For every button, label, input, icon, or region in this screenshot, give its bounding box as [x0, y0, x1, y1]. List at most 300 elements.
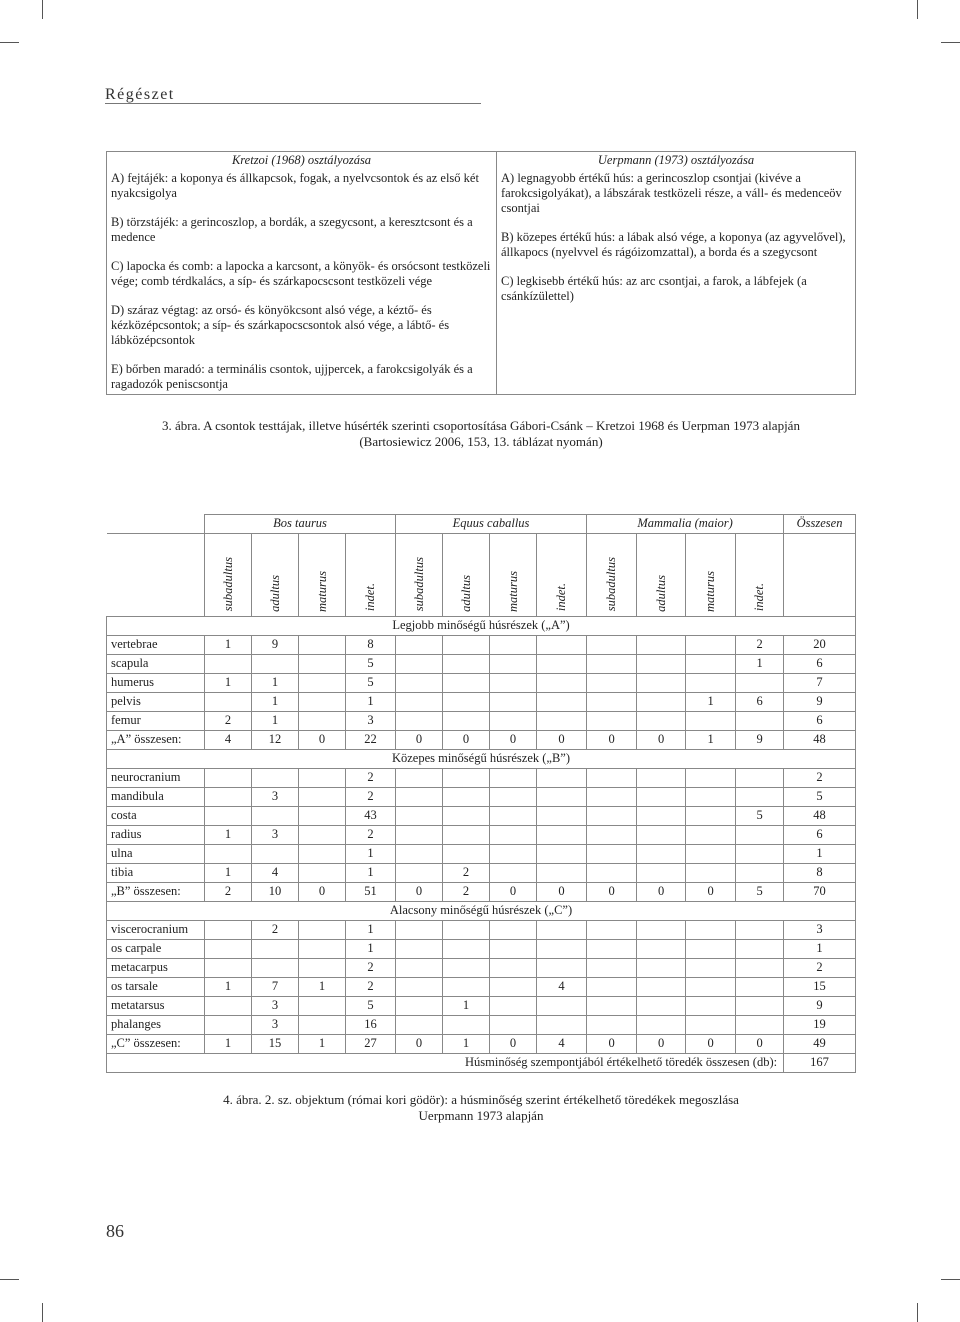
crop-mark: [941, 1279, 960, 1280]
count-cell: [537, 654, 587, 673]
count-cell: 5: [736, 806, 784, 825]
table-row: [107, 1015, 856, 1034]
count-cell: [490, 711, 537, 730]
count-cell: 3: [784, 920, 856, 939]
count-cell: 22: [346, 730, 396, 749]
element-name: pelvis: [107, 692, 205, 711]
element-name: ulna: [107, 844, 205, 863]
count-cell: [686, 768, 736, 787]
count-cell: 0: [587, 730, 637, 749]
count-cell: [490, 787, 537, 806]
count-cell: [396, 977, 443, 996]
age-header: [686, 533, 736, 616]
count-cell: [587, 863, 637, 882]
count-cell: 4: [252, 863, 299, 882]
count-cell: [299, 711, 346, 730]
count-cell: [637, 768, 686, 787]
count-cell: [443, 806, 490, 825]
count-cell: 9: [784, 692, 856, 711]
count-cell: 6: [784, 654, 856, 673]
count-cell: 15: [784, 977, 856, 996]
count-cell: [736, 844, 784, 863]
count-cell: 2: [252, 920, 299, 939]
count-cell: [637, 673, 686, 692]
count-cell: [736, 1015, 784, 1034]
count-cell: [443, 787, 490, 806]
blank-cell: [784, 533, 856, 616]
table-row: [107, 825, 856, 844]
age-label: indet.: [752, 583, 767, 612]
count-cell: 2: [205, 711, 252, 730]
count-cell: [587, 806, 637, 825]
count-cell: [686, 673, 736, 692]
count-cell: [637, 996, 686, 1015]
count-cell: 5: [784, 787, 856, 806]
age-header: [252, 533, 299, 616]
count-cell: 1: [784, 844, 856, 863]
age-header: [736, 533, 784, 616]
count-cell: 5: [346, 654, 396, 673]
count-cell: 1: [205, 825, 252, 844]
element-name: phalanges: [107, 1015, 205, 1034]
count-cell: 1: [205, 635, 252, 654]
element-name: metatarsus: [107, 996, 205, 1015]
count-cell: [205, 768, 252, 787]
count-cell: [637, 806, 686, 825]
count-cell: [637, 977, 686, 996]
count-cell: [587, 825, 637, 844]
count-cell: 1: [346, 692, 396, 711]
count-cell: 2: [346, 787, 396, 806]
table-row: [107, 939, 856, 958]
count-cell: 1: [205, 977, 252, 996]
count-cell: 0: [490, 730, 537, 749]
count-cell: [686, 996, 736, 1015]
count-cell: 15: [252, 1034, 299, 1053]
count-cell: [490, 635, 537, 654]
class-item: A) fejtájék: a koponya és állkapcsok, fogak, a nyelvcsontok és az első két nyakcsigolya: [111, 171, 479, 200]
element-name: os tarsale: [107, 977, 205, 996]
count-cell: 1: [252, 692, 299, 711]
count-cell: [205, 958, 252, 977]
count-cell: 1: [299, 977, 346, 996]
count-cell: 0: [299, 882, 346, 901]
count-cell: [686, 806, 736, 825]
count-cell: 1: [784, 939, 856, 958]
count-cell: [537, 958, 587, 977]
count-cell: [537, 711, 587, 730]
count-cell: [736, 958, 784, 977]
count-cell: 20: [784, 635, 856, 654]
count-cell: [736, 673, 784, 692]
figure-3-caption: [106, 418, 856, 450]
count-cell: [443, 939, 490, 958]
count-cell: 9: [252, 635, 299, 654]
count-cell: [587, 635, 637, 654]
count-cell: 51: [346, 882, 396, 901]
total-row: [107, 882, 856, 901]
count-cell: [299, 920, 346, 939]
element-name: „A” összesen:: [107, 730, 205, 749]
element-name: radius: [107, 825, 205, 844]
section-header-row: [107, 616, 856, 635]
count-cell: 7: [784, 673, 856, 692]
age-label: indet.: [554, 583, 569, 612]
count-cell: [490, 863, 537, 882]
count-cell: [396, 939, 443, 958]
count-cell: [443, 635, 490, 654]
count-cell: [736, 863, 784, 882]
count-cell: [686, 863, 736, 882]
total-row: [107, 730, 856, 749]
count-cell: [637, 711, 686, 730]
count-cell: [205, 920, 252, 939]
count-cell: [396, 863, 443, 882]
count-cell: [686, 635, 736, 654]
count-cell: 43: [346, 806, 396, 825]
count-cell: [205, 939, 252, 958]
count-cell: [490, 825, 537, 844]
count-cell: 2: [784, 768, 856, 787]
count-cell: [299, 692, 346, 711]
age-header: [346, 533, 396, 616]
count-cell: [637, 1015, 686, 1034]
age-header: [205, 533, 252, 616]
count-cell: [299, 844, 346, 863]
count-cell: [396, 825, 443, 844]
element-name: vertebrae: [107, 635, 205, 654]
count-cell: [443, 768, 490, 787]
count-cell: 1: [205, 863, 252, 882]
count-cell: [252, 654, 299, 673]
count-cell: [587, 654, 637, 673]
count-cell: [299, 654, 346, 673]
age-header: [637, 533, 686, 616]
count-cell: 1: [686, 692, 736, 711]
count-cell: 0: [396, 730, 443, 749]
count-cell: 2: [346, 825, 396, 844]
age-header: [587, 533, 637, 616]
element-name: os carpale: [107, 939, 205, 958]
count-cell: 3: [252, 1015, 299, 1034]
grand-total-label: Húsminőség szempontjából értékelhető töredék összesen (db):: [107, 1053, 784, 1072]
count-cell: 0: [686, 882, 736, 901]
count-cell: [490, 844, 537, 863]
count-cell: [537, 844, 587, 863]
section-header-row: [107, 901, 856, 920]
age-header: [396, 533, 443, 616]
count-cell: 27: [346, 1034, 396, 1053]
count-cell: [736, 977, 784, 996]
class-item: B) közepes értékű hús: a lábak alsó vége, a koponya (az agyvelővel), állkapocs (nyelvvel és rágóizomzattal), a borda és a szegycsont: [501, 230, 846, 259]
count-cell: [637, 635, 686, 654]
count-cell: 1: [736, 654, 784, 673]
page-number: 86: [106, 1221, 124, 1241]
table-row: [107, 673, 856, 692]
count-cell: 1: [346, 920, 396, 939]
count-cell: [587, 673, 637, 692]
section-title: Közepes minőségű húsrészek („B”): [107, 749, 856, 768]
count-cell: [736, 996, 784, 1015]
count-cell: 16: [346, 1015, 396, 1034]
count-cell: [443, 958, 490, 977]
count-cell: [299, 768, 346, 787]
count-cell: [686, 939, 736, 958]
count-cell: 5: [346, 996, 396, 1015]
count-cell: 8: [346, 635, 396, 654]
count-cell: [537, 863, 587, 882]
count-cell: [205, 844, 252, 863]
count-cell: [736, 768, 784, 787]
table-row: [107, 863, 856, 882]
count-cell: 4: [205, 730, 252, 749]
count-cell: [490, 654, 537, 673]
age-label: subadultus: [220, 557, 235, 612]
count-cell: [537, 692, 587, 711]
table-row: [107, 635, 856, 654]
age-label: adultus: [458, 574, 473, 612]
count-cell: 9: [736, 730, 784, 749]
count-cell: [490, 1015, 537, 1034]
count-cell: [686, 958, 736, 977]
species-header-row: [107, 515, 856, 534]
count-cell: [686, 787, 736, 806]
age-label: adultus: [267, 574, 282, 612]
count-cell: [396, 654, 443, 673]
age-label: maturus: [314, 570, 329, 612]
crop-mark: [42, 1303, 43, 1322]
count-cell: [537, 673, 587, 692]
age-label: subadultus: [411, 557, 426, 612]
count-cell: [587, 958, 637, 977]
age-label: subadultus: [604, 557, 619, 612]
count-cell: 1: [346, 863, 396, 882]
count-cell: 1: [443, 996, 490, 1015]
count-cell: 0: [299, 730, 346, 749]
count-cell: [299, 996, 346, 1015]
table-row: [107, 692, 856, 711]
table-row: [107, 844, 856, 863]
running-header: Régészet: [105, 86, 481, 104]
count-cell: [443, 654, 490, 673]
count-cell: [637, 958, 686, 977]
count-cell: [686, 920, 736, 939]
caption-line: (Bartosiewicz 2006, 153, 13. táblázat nyomán): [359, 434, 603, 449]
count-cell: 49: [784, 1034, 856, 1053]
table-row: [107, 996, 856, 1015]
count-cell: [252, 939, 299, 958]
meat-quality-table: [106, 514, 856, 1073]
count-cell: [396, 673, 443, 692]
count-cell: [736, 920, 784, 939]
count-cell: [686, 825, 736, 844]
count-cell: [637, 863, 686, 882]
table-row: [107, 958, 856, 977]
count-cell: 0: [490, 1034, 537, 1053]
blank-cell: [107, 515, 205, 534]
count-cell: [299, 939, 346, 958]
count-cell: [637, 920, 686, 939]
count-cell: [299, 825, 346, 844]
count-cell: [396, 692, 443, 711]
count-cell: [587, 768, 637, 787]
count-cell: [396, 844, 443, 863]
age-header: [537, 533, 587, 616]
count-cell: [490, 692, 537, 711]
table-row: [107, 768, 856, 787]
element-name: viscerocranium: [107, 920, 205, 939]
count-cell: [490, 768, 537, 787]
count-cell: 3: [252, 996, 299, 1015]
count-cell: [396, 1015, 443, 1034]
count-cell: [587, 996, 637, 1015]
count-cell: 3: [346, 711, 396, 730]
count-cell: [396, 958, 443, 977]
count-cell: [205, 654, 252, 673]
count-cell: [396, 920, 443, 939]
count-cell: [537, 825, 587, 844]
table-row: [107, 654, 856, 673]
crop-mark: [917, 0, 918, 19]
count-cell: [537, 920, 587, 939]
species-header: Equus caballus: [396, 515, 587, 534]
count-cell: 1: [299, 1034, 346, 1053]
count-cell: 1: [346, 939, 396, 958]
figure-4-caption: [106, 1092, 856, 1124]
count-cell: [252, 806, 299, 825]
class-item: C) legkisebb értékű hús: az arc csontjai, a farok, a lábfejek (a csánkízülettel): [501, 274, 807, 303]
count-cell: 0: [396, 1034, 443, 1053]
count-cell: [537, 768, 587, 787]
count-cell: [443, 825, 490, 844]
count-cell: 0: [537, 882, 587, 901]
count-cell: 6: [784, 711, 856, 730]
count-cell: [396, 806, 443, 825]
count-cell: [205, 1015, 252, 1034]
count-cell: [205, 806, 252, 825]
uerpmann-classes: [497, 169, 856, 395]
count-cell: [205, 996, 252, 1015]
count-cell: [637, 787, 686, 806]
count-cell: [587, 844, 637, 863]
table-row: [107, 920, 856, 939]
count-cell: 0: [637, 1034, 686, 1053]
count-cell: [299, 1015, 346, 1034]
count-cell: [205, 787, 252, 806]
count-cell: [299, 863, 346, 882]
element-name: „C” összesen:: [107, 1034, 205, 1053]
count-cell: [252, 768, 299, 787]
element-name: neurocranium: [107, 768, 205, 787]
element-name: metacarpus: [107, 958, 205, 977]
count-cell: 2: [346, 958, 396, 977]
count-cell: 1: [252, 711, 299, 730]
count-cell: [587, 920, 637, 939]
blank-cell: [107, 533, 205, 616]
count-cell: [205, 692, 252, 711]
class-item: A) legnagyobb értékű hús: a gerincoszlop csontjai (kivéve a farokcsigolyákat), a lábszárak testközeli része, a váll- és medenceöv csontjai: [501, 171, 842, 215]
classification-table: [106, 151, 856, 395]
crop-mark: [0, 42, 19, 43]
count-cell: [396, 768, 443, 787]
count-cell: 0: [587, 1034, 637, 1053]
age-header: [443, 533, 490, 616]
kretzoi-classes: [107, 169, 497, 395]
count-cell: [299, 673, 346, 692]
caption-line: 3. ábra. A csontok testtájak, illetve húsérték szerinti csoportosítása Gábori-Csánk – Kretzoi 1968 és Uerpman 1973 alapján: [162, 418, 800, 433]
count-cell: 0: [396, 882, 443, 901]
count-cell: 5: [736, 882, 784, 901]
count-cell: 3: [252, 787, 299, 806]
count-cell: 12: [252, 730, 299, 749]
count-cell: [637, 939, 686, 958]
table-row: [107, 711, 856, 730]
count-cell: 7: [252, 977, 299, 996]
count-cell: 0: [637, 882, 686, 901]
count-cell: 2: [784, 958, 856, 977]
count-cell: [736, 787, 784, 806]
count-cell: [587, 692, 637, 711]
count-cell: [736, 939, 784, 958]
class-item: E) bőrben maradó: a terminális csontok, ujjpercek, a farokcsigolyák és a ragadozók peniscsontja: [111, 362, 473, 391]
count-cell: [252, 844, 299, 863]
count-cell: [686, 711, 736, 730]
count-cell: [537, 806, 587, 825]
count-cell: [686, 654, 736, 673]
count-cell: 0: [537, 730, 587, 749]
table-row: [107, 787, 856, 806]
count-cell: 2: [205, 882, 252, 901]
count-cell: [443, 711, 490, 730]
count-cell: [490, 939, 537, 958]
count-cell: [299, 958, 346, 977]
count-cell: [299, 635, 346, 654]
crop-mark: [941, 42, 960, 43]
count-cell: [587, 1015, 637, 1034]
count-cell: [443, 692, 490, 711]
count-cell: 2: [346, 768, 396, 787]
count-cell: [490, 806, 537, 825]
count-cell: 0: [587, 882, 637, 901]
age-label: indet.: [363, 583, 377, 612]
count-cell: [537, 996, 587, 1015]
count-cell: [736, 711, 784, 730]
element-name: scapula: [107, 654, 205, 673]
count-cell: [490, 920, 537, 939]
count-cell: [396, 635, 443, 654]
count-cell: [637, 825, 686, 844]
count-cell: 1: [205, 673, 252, 692]
count-cell: 0: [443, 730, 490, 749]
count-cell: 1: [205, 1034, 252, 1053]
count-cell: [637, 692, 686, 711]
grand-total-row: [107, 1053, 856, 1072]
age-label: maturus: [703, 570, 718, 612]
count-cell: 70: [784, 882, 856, 901]
count-cell: [537, 939, 587, 958]
count-cell: [443, 977, 490, 996]
species-header: Bos taurus: [205, 515, 396, 534]
count-cell: 1: [443, 1034, 490, 1053]
count-cell: [443, 920, 490, 939]
count-cell: [396, 711, 443, 730]
count-cell: [587, 977, 637, 996]
count-cell: 1: [346, 844, 396, 863]
caption-line: Uerpmann 1973 alapján: [418, 1108, 544, 1123]
section-title: Legjobb minőségű húsrészek („A”): [107, 616, 856, 635]
count-cell: 2: [736, 635, 784, 654]
count-cell: [443, 844, 490, 863]
